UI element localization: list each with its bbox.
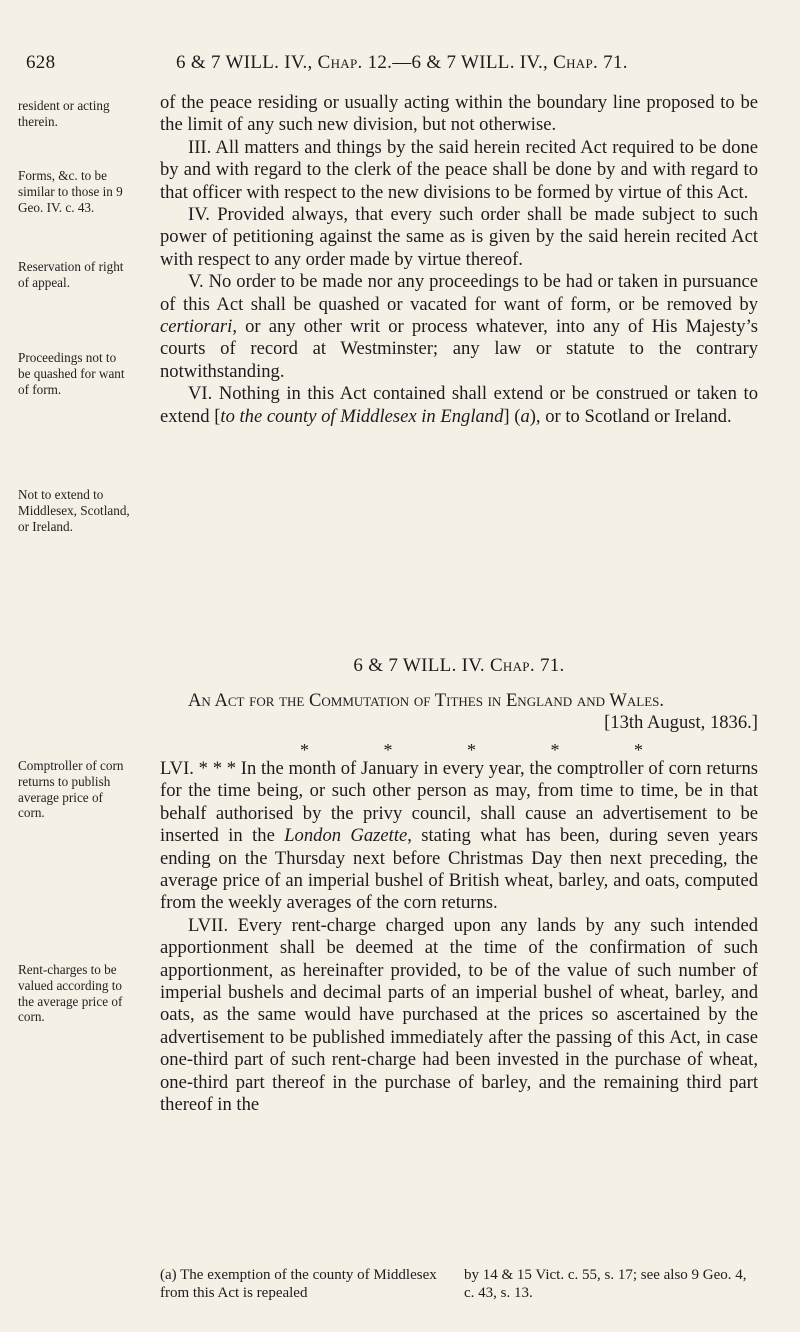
text-run: V. No order to be made nor any proceedings to be had or taken in pursuance of this Act shall be quashed or vacated for want of form, or be removed by [160, 271, 758, 315]
margin-note: resident or acting therein. [18, 98, 110, 129]
text-run: LVI. * * * In the month of January in every year, the comptroller of corn returns for the time being, or such other person as may, from time to time, be in that behalf authorised by the privy council, shall cause an advertisement to be inserted in the [160, 758, 758, 847]
body-text-lower [160, 758, 758, 1117]
footnote-ref: a [520, 405, 530, 427]
text-run-italic: London Gazette [284, 825, 408, 847]
margin-note: Comptroller of corn returns to publish average price of corn. [18, 758, 124, 821]
paragraph: III. All matters and things by the said herein recited Act required to be done by and with regard to the clerk of the peace shall be done by and with regard to that officer with respect to the new divisions to be formed by virtue of this Act. [160, 136, 758, 203]
act-long-title: An Act for the Commutation of Tithes in England and Wales. [188, 690, 665, 711]
paragraph [160, 383, 758, 428]
text-run: ] ( [503, 405, 521, 427]
margin-note: Proceedings not to be quashed for want of form. [18, 350, 125, 397]
act-date: [13th August, 1836.] [604, 712, 758, 734]
text-run: ), or to Scotland or Ireland. [529, 405, 732, 427]
margin-note: Forms, &c. to be similar to those in 9 Geo. IV. c. 43. [18, 168, 123, 215]
text-run: , or any other writ or process whatever, into any of His Majesty’s courts of record at Westminster; any law or statute to the contrary notwithstanding. [160, 316, 758, 382]
margin-note: Reservation of right of appeal. [18, 259, 124, 290]
paragraph: IV. Provided always, that every such order shall be made subject to such power of petitioning against the same as is given by the said herein recited Act with respect to any order made by virtue thereof. [160, 204, 758, 270]
margin-note: Not to extend to Middlesex, Scotland, or Ireland. [18, 487, 130, 534]
footnote-col-1: (a) The exemption of the county of Middlesex from this Act is repealed [160, 1267, 437, 1301]
body-text-upper [160, 92, 758, 428]
running-head: 6 & 7 WILL. IV., Chap. 12.—6 & 7 WILL. IV., Chap. 71. [176, 52, 628, 73]
page-number: 628 [26, 52, 56, 73]
paragraph: LVII. Every rent-charge charged upon any lands by any such intended apportionment shall be deemed at the time of the confirmation of such apportionment, as hereinafter provided, to be of the value of such number of imperial bushels and decimal parts of an imperial bushel of wheat, barley, and oats, as the same would have purchased at the prices so ascertained by the advertisement to be published immediately after the passing of this Act, in case one-third part of such rent-charge had been invested in the purchase of wheat, one-third part thereof in the purchase of barley, and the remaining third part thereof in the [160, 914, 758, 1116]
act-title: 6 & 7 WILL. IV. Chap. 71. [353, 655, 565, 676]
paragraph [160, 271, 758, 383]
paragraph [160, 758, 758, 915]
text-run: VI. Nothing in this Act contained shall extend or be construed or taken to extend [ [160, 383, 758, 427]
text-run-italic: to the county of Middlesex in England [220, 405, 504, 427]
margin-note: Rent-charges to be valued according to the average price of corn. [18, 962, 123, 1025]
paragraph: of the peace residing or usually acting within the boundary line proposed to be the limit of any such new division, but not otherwise. [160, 92, 758, 136]
text-run-italic: certiorari [160, 316, 233, 338]
text-run: , stating what has been, during seven years ending on the Thursday next before Christmas Day then next preceding, the average price of an imperial bushel of British wheat, barley, and oats, computed from the weekly averages of the corn returns. [160, 825, 758, 914]
footnote-col-2: by 14 & 15 Vict. c. 55, s. 17; see also 9 Geo. 4, c. 43, s. 13. [464, 1267, 747, 1301]
omission-stars: * * * * * [300, 740, 643, 760]
footnote [160, 1266, 758, 1302]
act-subtitle [160, 690, 758, 735]
